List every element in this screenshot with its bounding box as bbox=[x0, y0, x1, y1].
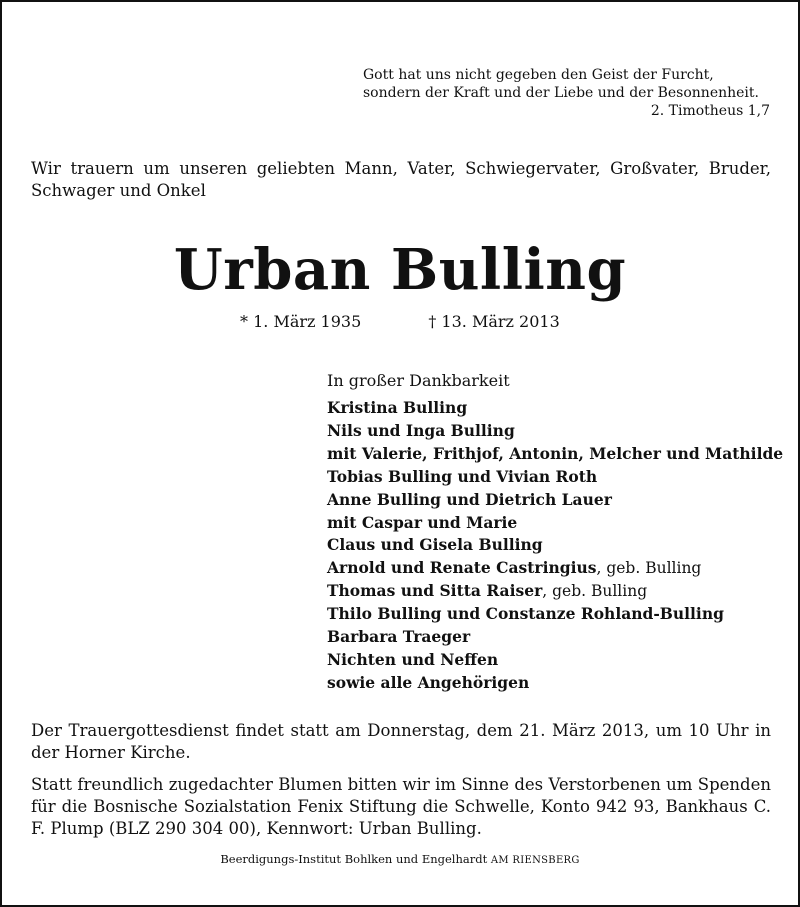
mourner-name: Nichten und Neffen bbox=[327, 649, 499, 669]
mourner-name: Thomas und Sitta Raiser bbox=[327, 581, 543, 601]
mourner-name: Tobias Bulling und Vivian Roth bbox=[327, 466, 598, 486]
mourner-name: Nils und Inga Bulling bbox=[327, 420, 515, 440]
mourner-name: Barbara Traeger bbox=[327, 627, 471, 647]
intro-text: Wir trauern um unseren geliebten Mann, Vater, Schwiegervater, Großvater, Bruder, Schwager und Onkel bbox=[31, 159, 771, 200]
mourner-entry bbox=[327, 534, 783, 557]
mourner-name: Arnold und Renate Castringius bbox=[327, 558, 597, 578]
mourner-entry bbox=[327, 489, 783, 512]
mourner-name: mit Valerie, Frithjof, Antonin, Melcher und Mathilde bbox=[327, 443, 784, 463]
donation-info: Statt freundlich zugedachter Blumen bitten wir im Sinne des Verstorbenen um Spenden für die Bosnische Sozialstation Fenix Stiftung die Schwelle, Konto 942 93, Bankhaus C. F. Plump (BLZ 290 304 00), Kennwort: Urban Bulling. bbox=[31, 775, 771, 838]
mourner-entry bbox=[327, 420, 783, 443]
quote-line-1: Gott hat uns nicht gegeben den Geist der Furcht, bbox=[363, 67, 714, 83]
funeral-home-name: Beerdigungs-Institut Bohlken und Engelhardt bbox=[220, 852, 488, 866]
mourner-entry bbox=[327, 649, 783, 672]
mourner-entry bbox=[327, 443, 783, 466]
mourner-name: Claus und Gisela Bulling bbox=[327, 535, 543, 555]
mourners-list bbox=[327, 397, 783, 695]
quote-line-2: sondern der Kraft und der Liebe und der Besonnenheit. bbox=[363, 85, 759, 101]
mourner-suffix: , geb. Bulling bbox=[542, 582, 648, 601]
death-date: † 13. März 2013 bbox=[428, 312, 560, 331]
funeral-home-location: AM RIENSBERG bbox=[490, 855, 580, 866]
bible-quote bbox=[363, 66, 770, 120]
mourner-suffix: , geb. Bulling bbox=[596, 559, 702, 578]
mourner-name: Thilo Bulling und Constanze Rohland-Bulling bbox=[327, 604, 724, 624]
thanks-line: In großer Dankbarkeit bbox=[327, 371, 510, 390]
mourner-entry bbox=[327, 580, 783, 603]
mourner-entry bbox=[327, 672, 783, 695]
life-dates bbox=[240, 312, 560, 332]
mourner-name: Kristina Bulling bbox=[327, 398, 468, 417]
mourner-name: Anne Bulling und Dietrich Lauer bbox=[327, 489, 612, 509]
mourner-entry bbox=[327, 626, 783, 649]
mourner-entry bbox=[327, 557, 783, 580]
mourner-name: sowie alle Angehörigen bbox=[327, 672, 530, 692]
service-info: Der Trauergottesdienst findet statt am Donnerstag, dem 21. März 2013, um 10 Uhr in der Horner Kirche. bbox=[31, 721, 771, 762]
deceased-name: Urban Bulling bbox=[173, 237, 627, 303]
birth-date: * 1. März 1935 bbox=[240, 312, 362, 331]
quote-reference: 2. Timotheus 1,7 bbox=[650, 103, 770, 119]
mourner-entry bbox=[327, 512, 783, 535]
mourner-entry bbox=[327, 603, 783, 626]
mourner-entry bbox=[327, 397, 783, 420]
mourner-entry bbox=[327, 466, 783, 489]
funeral-home bbox=[0, 851, 800, 869]
mourner-name: mit Caspar und Marie bbox=[327, 512, 518, 532]
